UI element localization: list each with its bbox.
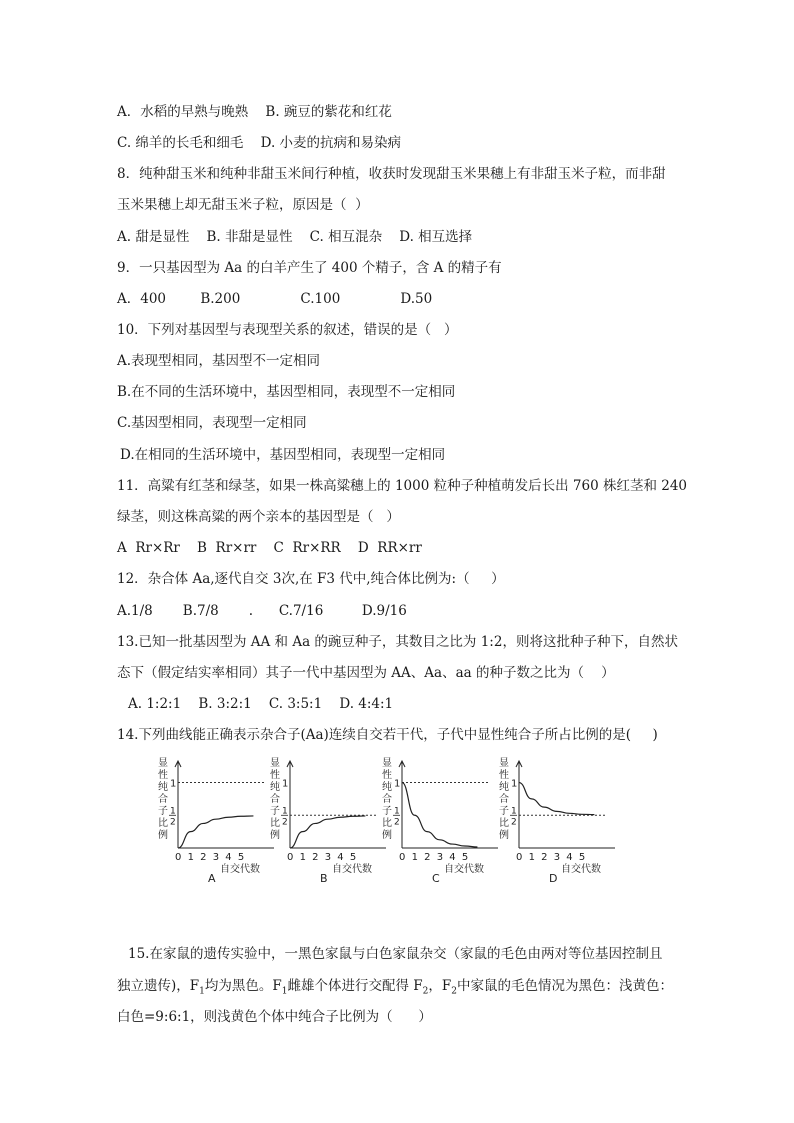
xtick-label: 2 <box>541 852 548 863</box>
xtick-label: 4 <box>449 852 456 863</box>
ylabel-char: 例 <box>270 830 280 841</box>
q9-options: A．400 B.200 C.100 D.50 <box>117 291 433 307</box>
line-q7-options-2: C. 绵羊的长毛和细毛 D. 小麦的抗病和易染病 <box>117 135 402 151</box>
xtick-label: 1 <box>411 852 418 863</box>
ylabel-char: 显 <box>382 758 392 769</box>
q15-text-b: 均为黑色。F <box>204 978 282 994</box>
q15-text-c: 雌雄个体进行交配得 F <box>287 978 423 994</box>
ylabel-char: 子 <box>499 806 509 817</box>
q10-option-b: B.在不同的生活环境中，基因型相同，表现型不一定相同 <box>117 384 456 400</box>
ytick-half-num: 1 <box>282 806 288 817</box>
xtick-label: 3 <box>324 852 332 863</box>
xtick-label: 5 <box>578 852 586 863</box>
xlabel: 自交代数 <box>220 864 260 875</box>
xtick-label: 4 <box>566 852 573 863</box>
subscript-2b: 2 <box>451 986 457 997</box>
ytick-half-den: 2 <box>511 817 517 828</box>
ylabel-char: 性 <box>270 770 280 781</box>
q10-stem: 10．下列对基因型与表现型关系的叙述，错误的是（ ） <box>117 322 458 338</box>
xtick-label: 0 <box>287 852 294 863</box>
xtick-label: 3 <box>436 852 444 863</box>
q10-option-d: D.在相同的生活环境中，基因型相同，表现型一定相同 <box>120 447 446 463</box>
xtick-label: 4 <box>225 852 232 863</box>
q13-stem-1: 13.已知一批基因型为 AA 和 Aa 的豌豆种子，其数目之比为 1:2，则将这批种子种下，自然状 <box>117 634 678 650</box>
ytick-1: 1 <box>282 778 289 790</box>
q8-stem-1: 8．纯种甜玉米和纯种非甜玉米间行种植，收获时发现甜玉米果穗上有非甜玉米子粒，而非甜 <box>117 166 666 182</box>
chart-b-svg <box>270 758 390 884</box>
q8-stem-2: 玉米果穗上却无甜玉米子粒，原因是（ ） <box>117 197 369 213</box>
q12-stem: 12．杂合体 Aa,逐代自交 3次,在 F3 代中,纯合体比例为:（ ） <box>117 571 505 587</box>
ylabel-char: 纯 <box>382 782 392 793</box>
line-q7-options-1: A．水稻的早熟与晚熟 B. 豌豆的紫花和红花 <box>117 104 392 120</box>
ylabel-char: 比 <box>158 818 168 829</box>
ylabel-char: 合 <box>382 794 392 805</box>
q15-text-e: 中家鼠的毛色情况为黑色：浅黄色： <box>457 978 673 994</box>
subscript-1b: 1 <box>281 986 288 997</box>
xtick-label: 3 <box>212 852 220 863</box>
ytick-half-den: 2 <box>394 817 400 828</box>
chart-c <box>382 758 502 884</box>
xlabel: 自交代数 <box>561 864 601 875</box>
xtick-label: 1 <box>299 852 306 863</box>
ylabel-char: 比 <box>382 818 392 829</box>
xtick-label: 4 <box>337 852 344 863</box>
xtick-label: 0 <box>175 852 182 863</box>
subscript-2: 2 <box>422 986 429 997</box>
xtick-label: 5 <box>237 852 245 863</box>
xtick-label: 1 <box>187 852 194 863</box>
xlabel: 自交代数 <box>444 864 484 875</box>
xtick-label: 5 <box>349 852 357 863</box>
ylabel-char: 例 <box>158 830 168 841</box>
chart-a <box>158 758 278 884</box>
q15-stem-1: 15.在家鼠的遗传实验中，一黑色家鼠与白色家鼠杂交（家鼠的毛色由两对等位基因控制且 <box>128 946 663 962</box>
xtick-label: 0 <box>399 852 406 863</box>
xlabel: 自交代数 <box>332 864 372 875</box>
q15-stem-3: 白色=9:6:1，则浅黄色个体中纯合子比例为（ ） <box>117 1009 432 1025</box>
series-curve <box>519 783 594 815</box>
ylabel-char: 例 <box>382 830 392 841</box>
series-curve <box>178 816 253 848</box>
xtick-label: 3 <box>553 852 561 863</box>
series-curve <box>402 783 477 847</box>
xtick-label: 0 <box>516 852 523 863</box>
ylabel-char: 显 <box>499 758 509 769</box>
xtick-label: 2 <box>312 852 319 863</box>
ylabel-char: 纯 <box>499 782 509 793</box>
ylabel-char: 合 <box>499 794 509 805</box>
q10-option-a: A.表现型相同，基因型不一定相同 <box>117 353 321 369</box>
panel-label: D <box>549 872 558 885</box>
panel-label: A <box>208 872 216 885</box>
chart-a-svg <box>158 758 278 884</box>
q10-option-c: C.基因型相同，表现型一定相同 <box>117 415 307 431</box>
ylabel-char: 比 <box>499 818 509 829</box>
series-curve <box>290 816 365 848</box>
ylabel-char: 合 <box>270 794 280 805</box>
xtick-label: 2 <box>200 852 207 863</box>
ytick-half-num: 1 <box>511 806 517 817</box>
q11-stem-1: 11．高粱有红茎和绿茎，如果一株高粱穗上的 1000 粒种子种植萌发后长出 760 株红茎和 240 <box>117 478 688 494</box>
xtick-label: 2 <box>424 852 431 863</box>
ylabel-char: 比 <box>270 818 280 829</box>
q9-stem: 9．一只基因型为 Aa 的白羊产生了 400 个精子，含 A 的精子有 <box>117 260 502 276</box>
ylabel-char: 显 <box>270 758 280 769</box>
xtick-label: 5 <box>461 852 469 863</box>
q15-text-d: ，F <box>428 978 452 994</box>
q11-options: A Rr×Rr B Rr×rr C Rr×RR D RR×rr <box>117 540 422 556</box>
ylabel-char: 例 <box>499 830 509 841</box>
ylabel-char: 子 <box>158 806 168 817</box>
chart-d-svg <box>499 758 619 884</box>
ytick-half-num: 1 <box>170 806 176 817</box>
subscript-1: 1 <box>199 986 205 997</box>
ylabel-char: 性 <box>499 770 509 781</box>
xtick-label: 1 <box>528 852 535 863</box>
q8-options: A. 甜是显性 B. 非甜是显性 C. 相互混杂 D. 相互选择 <box>117 229 473 245</box>
panel-label: C <box>432 872 440 885</box>
ytick-half-num: 1 <box>394 806 400 817</box>
chart-d <box>499 758 619 884</box>
ytick-1: 1 <box>511 778 518 790</box>
ylabel-char: 子 <box>382 806 392 817</box>
ylabel-char: 性 <box>158 770 168 781</box>
ylabel-char: 纯 <box>158 782 168 793</box>
panel-label: B <box>320 872 328 885</box>
ylabel-char: 性 <box>382 770 392 781</box>
q12-options: A.1/8 B.7/8 . C.7/16 D.9/16 <box>117 603 407 619</box>
q15-stem-2 <box>117 976 673 1002</box>
q15-text-a: 独立遗传)，F <box>117 978 200 994</box>
q13-options: A. 1:2:1 B. 3:2:1 C. 3:5:1 D. 4:4:1 <box>128 696 394 712</box>
q13-stem-2: 态下（假定结实率相同）其子一代中基因型为 AA、Aa、aa 的种子数之比为（ ） <box>117 665 615 681</box>
ytick-half-den: 2 <box>170 817 176 828</box>
ytick-1: 1 <box>170 778 177 790</box>
ylabel-char: 合 <box>158 794 168 805</box>
q11-stem-2: 绿茎，则这株高粱的两个亲本的基因型是（ ） <box>117 509 400 525</box>
ylabel-char: 显 <box>158 758 168 769</box>
q14-stem: 14.下列曲线能正确表示杂合子(Aa)连续自交若干代，子代中显性纯合子所占比例的是( ) <box>117 727 658 743</box>
ytick-1: 1 <box>394 778 401 790</box>
ylabel-char: 纯 <box>270 782 280 793</box>
ytick-half-den: 2 <box>282 817 288 828</box>
chart-c-svg <box>382 758 502 884</box>
ylabel-char: 子 <box>270 806 280 817</box>
chart-b <box>270 758 390 884</box>
